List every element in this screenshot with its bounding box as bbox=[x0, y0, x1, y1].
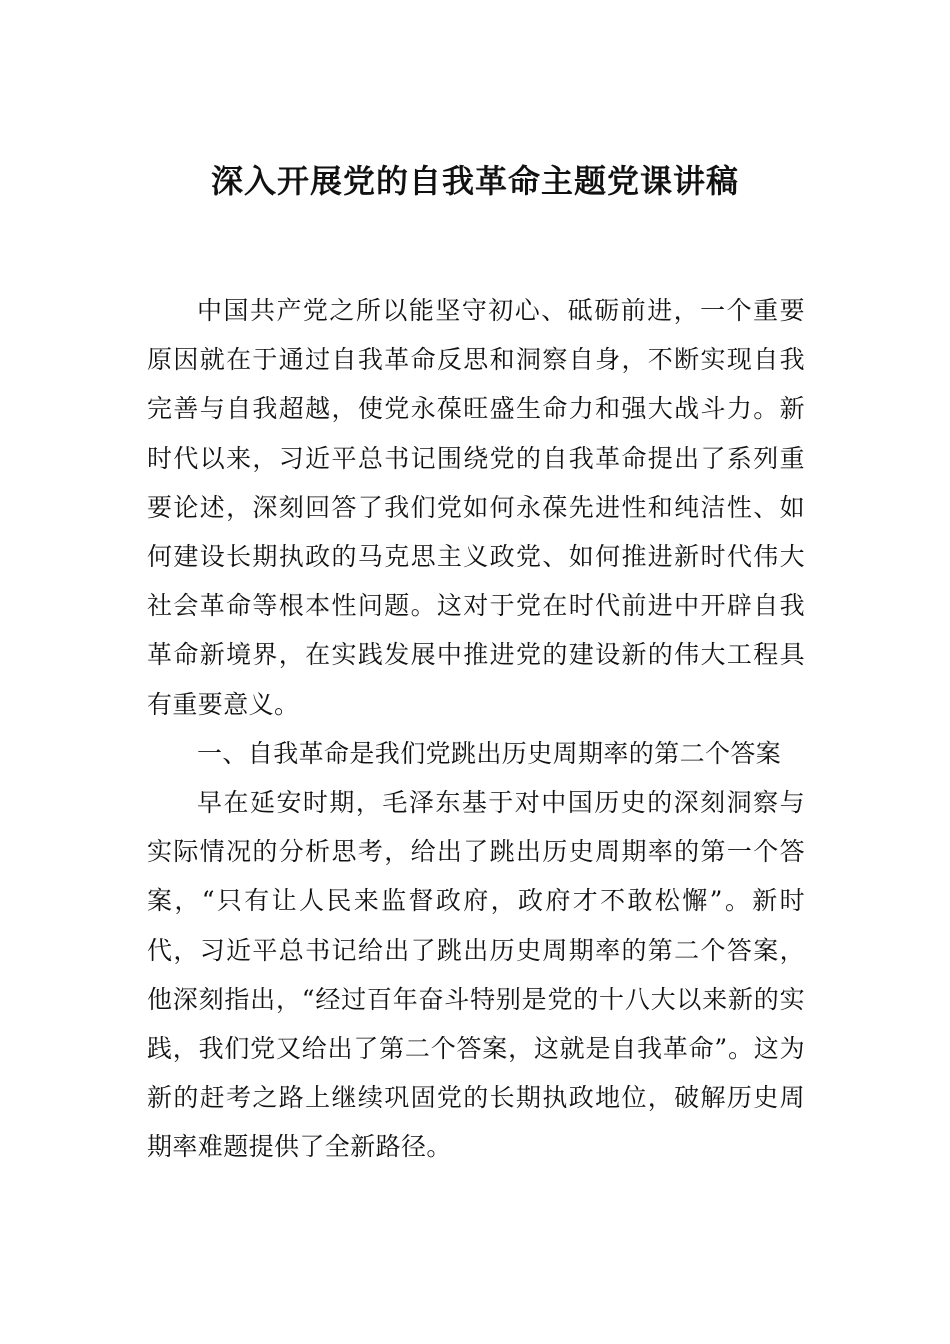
document-body bbox=[147, 286, 805, 1172]
section-heading: 一、自我革命是我们党跳出历史周期率的第二个答案 bbox=[197, 738, 782, 768]
document-title: 深入开展党的自我革命主题党课讲稿 bbox=[210, 162, 739, 200]
intro-paragraph: 中国共产党之所以能坚守初心、砥砺前进，一个重要原因就在于通过自我革命反思和洞察自身，不断实现自我完善与自我超越，使党永葆旺盛生命力和强大战斗力。新时代以来，习近平总书记围绕党的自我革命提出了系列重要论述，深刻回答了我们党如何永葆先进性和纯洁性、如何建设长期执政的马克思主义政党、如何推进新时代伟大社会革命等根本性问题。这对于党在时代前进中开辟自我革命新境界，在实践发展中推进党的建设新的伟大工程具有重要意义。 bbox=[147, 296, 805, 719]
section-paragraph: 早在延安时期，毛泽东基于对中国历史的深刻洞察与实际情况的分析思考，给出了跳出历史周期率的第一个答案，“只有让人民来监督政府，政府才不敢松懈”。新时代，习近平总书记给出了跳出历史周期率的第二个答案，他深刻指出，“经过百年奋斗特别是党的十八大以来新的实践，我们党又给出了第二个答案，这就是自我革命”。这为新的赶考之路上继续巩固党的长期执政地位，破解历史周期率难题提供了全新路径。 bbox=[147, 788, 805, 1162]
